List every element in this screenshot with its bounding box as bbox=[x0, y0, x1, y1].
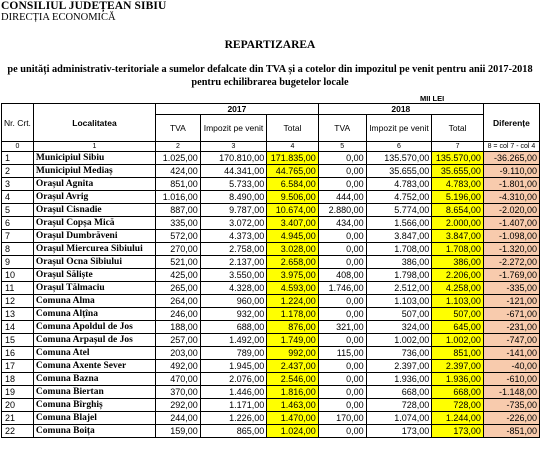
table-row bbox=[2, 256, 540, 269]
table-row bbox=[2, 308, 540, 321]
column-index-row bbox=[2, 142, 540, 152]
total-2018: 668,00 bbox=[432, 386, 484, 399]
total-2018: 35.655,00 bbox=[432, 165, 484, 178]
row-number: 6 bbox=[2, 217, 34, 230]
impozit-2018: 2.512,00 bbox=[366, 282, 432, 295]
table-row bbox=[2, 334, 540, 347]
impozit-2017: 1.945,00 bbox=[200, 360, 266, 373]
impozit-2018: 173,00 bbox=[366, 425, 432, 438]
department-name: DIRECȚIA ECONOMICĂ bbox=[1, 12, 116, 23]
tva-2017: 159,00 bbox=[156, 425, 201, 438]
column-index: 8 = col 7 - col 4 bbox=[483, 142, 539, 152]
tva-2018: 0,00 bbox=[318, 373, 366, 386]
table-row bbox=[2, 178, 540, 191]
total-2017: 4.945,00 bbox=[267, 230, 319, 243]
tva-2018: 434,00 bbox=[318, 217, 366, 230]
total-2017: 3.975,00 bbox=[267, 269, 319, 282]
difference: -121,00 bbox=[483, 295, 539, 308]
tva-2017: 370,00 bbox=[156, 386, 201, 399]
table-row bbox=[2, 321, 540, 334]
header-tva-2018: TVA bbox=[318, 115, 366, 142]
total-2017: 1.463,00 bbox=[267, 399, 319, 412]
header-nr: Nr. Crt. bbox=[2, 104, 34, 142]
row-number: 9 bbox=[2, 256, 34, 269]
total-2017: 171.835,00 bbox=[267, 152, 319, 165]
tva-2018: 0,00 bbox=[318, 152, 366, 165]
total-2018: 2.206,00 bbox=[432, 269, 484, 282]
tva-2018: 0,00 bbox=[318, 243, 366, 256]
row-number: 1 bbox=[2, 152, 34, 165]
column-index: 7 bbox=[432, 142, 484, 152]
row-number: 15 bbox=[2, 334, 34, 347]
header-localitatea: Localitatea bbox=[33, 104, 155, 142]
tva-2018: 321,00 bbox=[318, 321, 366, 334]
difference: -1.098,00 bbox=[483, 230, 539, 243]
difference: -231,00 bbox=[483, 321, 539, 334]
total-2017: 10.674,00 bbox=[267, 204, 319, 217]
table-row bbox=[2, 204, 540, 217]
tva-2018: 0,00 bbox=[318, 165, 366, 178]
tva-2017: 470,00 bbox=[156, 373, 201, 386]
localitate-name: Municipiul Sibiu bbox=[33, 152, 155, 165]
tva-2018: 1.746,00 bbox=[318, 282, 366, 295]
impozit-2017: 3.550,00 bbox=[200, 269, 266, 282]
tva-2018: 0,00 bbox=[318, 360, 366, 373]
localitate-name: Orașul Săliște bbox=[33, 269, 155, 282]
tva-2017: 492,00 bbox=[156, 360, 201, 373]
localitate-name: Orașul Ocna Sibiului bbox=[33, 256, 155, 269]
impozit-2017: 4.328,00 bbox=[200, 282, 266, 295]
total-2018: 1.103,00 bbox=[432, 295, 484, 308]
tva-2017: 292,00 bbox=[156, 399, 201, 412]
impozit-2018: 1.074,00 bbox=[366, 412, 432, 425]
tva-2018: 115,00 bbox=[318, 347, 366, 360]
table-row bbox=[2, 165, 540, 178]
tva-2018: 0,00 bbox=[318, 256, 366, 269]
column-index: 1 bbox=[33, 142, 155, 152]
impozit-2018: 35.655,00 bbox=[366, 165, 432, 178]
difference: -1.769,00 bbox=[483, 269, 539, 282]
total-2018: 5.196,00 bbox=[432, 191, 484, 204]
tva-2018: 0,00 bbox=[318, 399, 366, 412]
total-2017: 6.584,00 bbox=[267, 178, 319, 191]
localitate-name: Comuna Atel bbox=[33, 347, 155, 360]
table-row bbox=[2, 399, 540, 412]
impozit-2017: 1.171,00 bbox=[200, 399, 266, 412]
row-number: 17 bbox=[2, 360, 34, 373]
total-2018: 507,00 bbox=[432, 308, 484, 321]
tva-2018: 0,00 bbox=[318, 386, 366, 399]
total-2017: 876,00 bbox=[267, 321, 319, 334]
total-2018: 1.936,00 bbox=[432, 373, 484, 386]
table-row bbox=[2, 360, 540, 373]
impozit-2018: 1.103,00 bbox=[366, 295, 432, 308]
localitate-name: Comuna Alma bbox=[33, 295, 155, 308]
column-index: 3 bbox=[200, 142, 266, 152]
total-2018: 8.654,00 bbox=[432, 204, 484, 217]
header-impozit-2018: Impozit pe venit bbox=[366, 115, 432, 142]
impozit-2018: 1.798,00 bbox=[366, 269, 432, 282]
impozit-2018: 1.936,00 bbox=[366, 373, 432, 386]
difference: -1.801,00 bbox=[483, 178, 539, 191]
impozit-2017: 8.490,00 bbox=[200, 191, 266, 204]
tva-2017: 851,00 bbox=[156, 178, 201, 191]
header-year-2017: 2017 bbox=[156, 104, 319, 115]
localitate-name: Orașul Agnita bbox=[33, 178, 155, 191]
row-number: 7 bbox=[2, 230, 34, 243]
difference: -36.265,00 bbox=[483, 152, 539, 165]
total-2018: 1.708,00 bbox=[432, 243, 484, 256]
row-number: 8 bbox=[2, 243, 34, 256]
localitate-name: Orașul Copșa Mică bbox=[33, 217, 155, 230]
localitate-name: Comuna Arpașul de Jos bbox=[33, 334, 155, 347]
tva-2018: 2.880,00 bbox=[318, 204, 366, 217]
impozit-2018: 386,00 bbox=[366, 256, 432, 269]
impozit-2018: 1.708,00 bbox=[366, 243, 432, 256]
tva-2017: 424,00 bbox=[156, 165, 201, 178]
total-2018: 2.397,00 bbox=[432, 360, 484, 373]
tva-2018: 170,00 bbox=[318, 412, 366, 425]
total-2017: 1.749,00 bbox=[267, 334, 319, 347]
column-index: 4 bbox=[267, 142, 319, 152]
localitate-name: Comuna Axente Sever bbox=[33, 360, 155, 373]
total-2018: 851,00 bbox=[432, 347, 484, 360]
impozit-2017: 1.446,00 bbox=[200, 386, 266, 399]
total-2017: 3.407,00 bbox=[267, 217, 319, 230]
localitate-name: Orașul Avrig bbox=[33, 191, 155, 204]
impozit-2017: 3.072,00 bbox=[200, 217, 266, 230]
tva-2017: 270,00 bbox=[156, 243, 201, 256]
unit-label: MII LEI bbox=[420, 94, 445, 103]
total-2018: 386,00 bbox=[432, 256, 484, 269]
row-number: 2 bbox=[2, 165, 34, 178]
impozit-2018: 507,00 bbox=[366, 308, 432, 321]
impozit-2018: 3.847,00 bbox=[366, 230, 432, 243]
header-total-2018: Total bbox=[432, 115, 484, 142]
tva-2017: 521,00 bbox=[156, 256, 201, 269]
tva-2017: 887,00 bbox=[156, 204, 201, 217]
difference: -4.310,00 bbox=[483, 191, 539, 204]
row-number: 20 bbox=[2, 399, 34, 412]
row-number: 3 bbox=[2, 178, 34, 191]
table-row bbox=[2, 386, 540, 399]
impozit-2017: 1.492,00 bbox=[200, 334, 266, 347]
impozit-2018: 324,00 bbox=[366, 321, 432, 334]
total-2017: 1.816,00 bbox=[267, 386, 319, 399]
table-body bbox=[2, 152, 540, 438]
impozit-2017: 9.787,00 bbox=[200, 204, 266, 217]
impozit-2018: 2.397,00 bbox=[366, 360, 432, 373]
row-number: 21 bbox=[2, 412, 34, 425]
total-2017: 1.224,00 bbox=[267, 295, 319, 308]
difference: -40,00 bbox=[483, 360, 539, 373]
table-row bbox=[2, 425, 540, 438]
total-2017: 2.658,00 bbox=[267, 256, 319, 269]
tva-2018: 0,00 bbox=[318, 295, 366, 308]
row-number: 5 bbox=[2, 204, 34, 217]
total-2017: 992,00 bbox=[267, 347, 319, 360]
table-row bbox=[2, 412, 540, 425]
impozit-2017: 789,00 bbox=[200, 347, 266, 360]
row-number: 11 bbox=[2, 282, 34, 295]
subtitle-line-2: pentru echilibrarea bugetelor locale bbox=[191, 77, 349, 88]
localitate-name: Comuna Alțîna bbox=[33, 308, 155, 321]
total-2018: 2.000,00 bbox=[432, 217, 484, 230]
localitate-name: Comuna Biertan bbox=[33, 386, 155, 399]
localitate-name: Comuna Blajel bbox=[33, 412, 155, 425]
table-row bbox=[2, 191, 540, 204]
total-2018: 1.002,00 bbox=[432, 334, 484, 347]
table-row bbox=[2, 347, 540, 360]
total-2018: 728,00 bbox=[432, 399, 484, 412]
impozit-2017: 2.758,00 bbox=[200, 243, 266, 256]
localitate-name: Orașul Cisnadie bbox=[33, 204, 155, 217]
impozit-2017: 960,00 bbox=[200, 295, 266, 308]
total-2017: 2.546,00 bbox=[267, 373, 319, 386]
document-subtitle bbox=[0, 63, 540, 89]
difference: -2.272,00 bbox=[483, 256, 539, 269]
row-number: 10 bbox=[2, 269, 34, 282]
difference: -335,00 bbox=[483, 282, 539, 295]
table-row bbox=[2, 282, 540, 295]
tva-2017: 257,00 bbox=[156, 334, 201, 347]
tva-2018: 0,00 bbox=[318, 178, 366, 191]
difference: -1.148,00 bbox=[483, 386, 539, 399]
impozit-2017: 170.810,00 bbox=[200, 152, 266, 165]
tva-2018: 0,00 bbox=[318, 308, 366, 321]
tva-2017: 188,00 bbox=[156, 321, 201, 334]
localitate-name: Orașul Dumbrăveni bbox=[33, 230, 155, 243]
difference: -851,00 bbox=[483, 425, 539, 438]
impozit-2017: 865,00 bbox=[200, 425, 266, 438]
impozit-2017: 2.137,00 bbox=[200, 256, 266, 269]
impozit-2017: 44.341,00 bbox=[200, 165, 266, 178]
subtitle-line-1: pe unități administrativ-teritoriale a sumelor defalcate din TVA și a cotelor din impozitul pe venit pentru anii 2017-2018 bbox=[7, 64, 533, 75]
difference: -2.020,00 bbox=[483, 204, 539, 217]
impozit-2018: 4.783,00 bbox=[366, 178, 432, 191]
difference: -610,00 bbox=[483, 373, 539, 386]
table-row bbox=[2, 217, 540, 230]
impozit-2018: 728,00 bbox=[366, 399, 432, 412]
tva-2018: 0,00 bbox=[318, 334, 366, 347]
tva-2018: 0,00 bbox=[318, 425, 366, 438]
difference: -9.110,00 bbox=[483, 165, 539, 178]
header-tva-2017: TVA bbox=[156, 115, 201, 142]
impozit-2017: 4.373,00 bbox=[200, 230, 266, 243]
tva-2017: 1.025,00 bbox=[156, 152, 201, 165]
localitate-name: Comuna Bazna bbox=[33, 373, 155, 386]
total-2018: 1.244,00 bbox=[432, 412, 484, 425]
difference: -735,00 bbox=[483, 399, 539, 412]
difference: -1.320,00 bbox=[483, 243, 539, 256]
tva-2017: 335,00 bbox=[156, 217, 201, 230]
row-number: 13 bbox=[2, 308, 34, 321]
column-index: 6 bbox=[366, 142, 432, 152]
total-2018: 645,00 bbox=[432, 321, 484, 334]
total-2018: 4.783,00 bbox=[432, 178, 484, 191]
difference: -226,00 bbox=[483, 412, 539, 425]
table-row bbox=[2, 243, 540, 256]
localitate-name: Municipiul Mediaș bbox=[33, 165, 155, 178]
tva-2018: 0,00 bbox=[318, 230, 366, 243]
column-index: 0 bbox=[2, 142, 34, 152]
row-number: 22 bbox=[2, 425, 34, 438]
table-row bbox=[2, 373, 540, 386]
localitate-name: Comuna Bîrghiș bbox=[33, 399, 155, 412]
total-2018: 173,00 bbox=[432, 425, 484, 438]
difference: -1.407,00 bbox=[483, 217, 539, 230]
impozit-2018: 4.752,00 bbox=[366, 191, 432, 204]
impozit-2018: 1.566,00 bbox=[366, 217, 432, 230]
impozit-2017: 2.076,00 bbox=[200, 373, 266, 386]
total-2017: 44.765,00 bbox=[267, 165, 319, 178]
difference: -671,00 bbox=[483, 308, 539, 321]
table-row bbox=[2, 152, 540, 165]
row-number: 19 bbox=[2, 386, 34, 399]
row-number: 12 bbox=[2, 295, 34, 308]
localitate-name: Comuna Boița bbox=[33, 425, 155, 438]
table-row bbox=[2, 295, 540, 308]
impozit-2018: 1.002,00 bbox=[366, 334, 432, 347]
total-2017: 1.178,00 bbox=[267, 308, 319, 321]
total-2018: 3.847,00 bbox=[432, 230, 484, 243]
row-number: 14 bbox=[2, 321, 34, 334]
header-year-2018: 2018 bbox=[318, 104, 483, 115]
table-row bbox=[2, 269, 540, 282]
column-index: 2 bbox=[156, 142, 201, 152]
tva-2017: 244,00 bbox=[156, 412, 201, 425]
total-2017: 1.470,00 bbox=[267, 412, 319, 425]
tva-2017: 246,00 bbox=[156, 308, 201, 321]
tva-2018: 444,00 bbox=[318, 191, 366, 204]
total-2017: 4.593,00 bbox=[267, 282, 319, 295]
impozit-2017: 1.226,00 bbox=[200, 412, 266, 425]
row-number: 18 bbox=[2, 373, 34, 386]
total-2017: 3.028,00 bbox=[267, 243, 319, 256]
tva-2017: 1.016,00 bbox=[156, 191, 201, 204]
total-2017: 2.437,00 bbox=[267, 360, 319, 373]
header-diferente: Diferențe bbox=[483, 104, 539, 142]
difference: -141,00 bbox=[483, 347, 539, 360]
header-total-2017: Total bbox=[267, 115, 319, 142]
localitate-name: Orașul Miercurea Sibiului bbox=[33, 243, 155, 256]
allocation-table bbox=[1, 103, 540, 438]
total-2018: 135.570,00 bbox=[432, 152, 484, 165]
table-row bbox=[2, 230, 540, 243]
tva-2017: 264,00 bbox=[156, 295, 201, 308]
tva-2018: 408,00 bbox=[318, 269, 366, 282]
difference: -747,00 bbox=[483, 334, 539, 347]
header-impozit-2017: Impozit pe venit bbox=[200, 115, 266, 142]
impozit-2017: 932,00 bbox=[200, 308, 266, 321]
total-2017: 1.024,00 bbox=[267, 425, 319, 438]
impozit-2018: 5.774,00 bbox=[366, 204, 432, 217]
document-title: REPARTIZAREA bbox=[224, 39, 316, 51]
organization-name: CONSILIUL JUDEȚEAN SIBIU bbox=[1, 0, 167, 12]
total-2017: 9.506,00 bbox=[267, 191, 319, 204]
row-number: 16 bbox=[2, 347, 34, 360]
localitate-name: Comuna Apoldul de Jos bbox=[33, 321, 155, 334]
tva-2017: 203,00 bbox=[156, 347, 201, 360]
impozit-2018: 135.570,00 bbox=[366, 152, 432, 165]
localitate-name: Orașul Tălmaciu bbox=[33, 282, 155, 295]
impozit-2018: 668,00 bbox=[366, 386, 432, 399]
tva-2017: 425,00 bbox=[156, 269, 201, 282]
column-index: 5 bbox=[318, 142, 366, 152]
impozit-2017: 5.733,00 bbox=[200, 178, 266, 191]
tva-2017: 572,00 bbox=[156, 230, 201, 243]
row-number: 4 bbox=[2, 191, 34, 204]
impozit-2018: 736,00 bbox=[366, 347, 432, 360]
total-2018: 4.258,00 bbox=[432, 282, 484, 295]
tva-2017: 265,00 bbox=[156, 282, 201, 295]
impozit-2017: 688,00 bbox=[200, 321, 266, 334]
